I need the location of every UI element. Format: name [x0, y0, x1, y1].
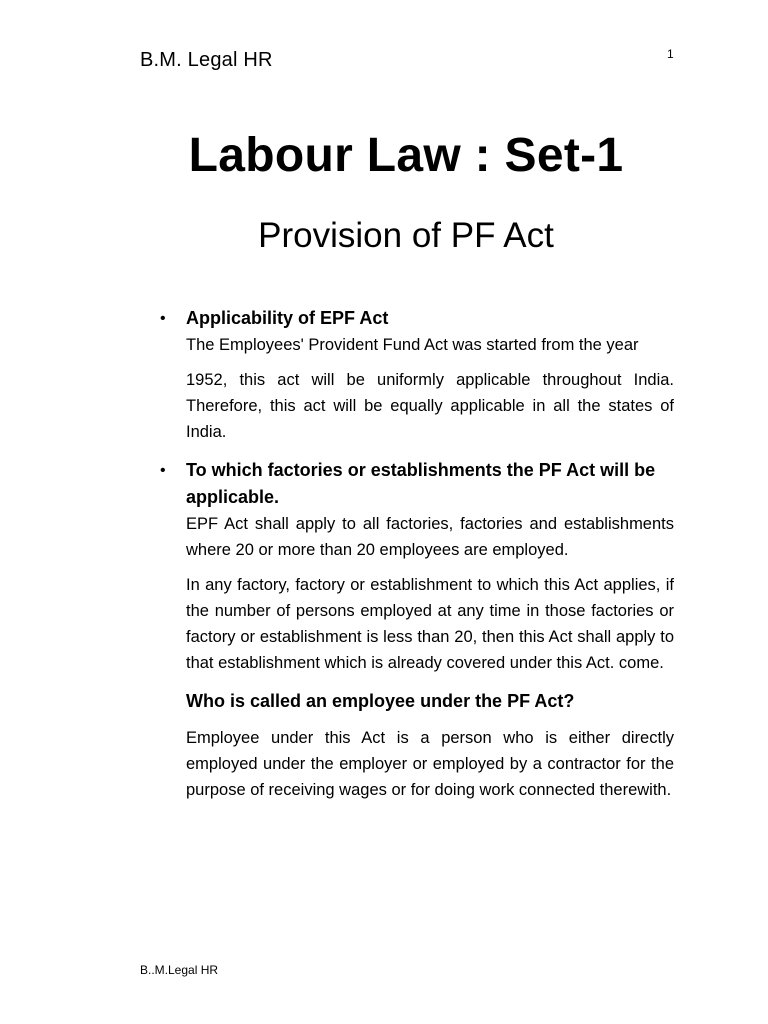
footer-brand: B..M.Legal HR: [140, 963, 219, 977]
section-heading-text: Applicability of EPF Act: [186, 308, 389, 328]
paragraph: In any factory, factory or establishment to which this Act applies, if the number of persons employed at any time in those factories or factory or establishment is less than 20, then this Act shall apply to that establishment which is already covered under this Act. come.: [186, 576, 674, 672]
header-brand: B.M. Legal HR: [140, 49, 273, 71]
document-body: [160, 305, 674, 803]
paragraph: 1952, this act will be uniformly applicable throughout India. Therefore, this act will be equally applicable in all the states of India.: [186, 371, 674, 441]
bullet-icon: •: [160, 462, 166, 479]
bullet-icon: •: [160, 310, 166, 327]
section-heading-text: To which factories or establishments the PF Act will be applicable.: [186, 460, 656, 507]
paragraph: Employee under this Act is a person who is either directly employed under the employer or employed by a contractor for the purpose of receiving wages or for doing work connected therewith.: [186, 729, 674, 799]
section-heading-employee: Who is called an employee under the PF Act?: [186, 691, 575, 711]
document-subtitle: Provision of PF Act: [258, 216, 554, 255]
section-heading-applicability: [160, 305, 674, 332]
paragraph: The Employees' Provident Fund Act was started from the year: [186, 336, 639, 354]
section-heading-factories: [160, 457, 674, 511]
paragraph: EPF Act shall apply to all factories, factories and establishments where 20 or more than 20 employees are employed.: [186, 515, 674, 559]
page-number: 1: [667, 47, 674, 61]
document-title: Labour Law : Set-1: [188, 129, 624, 182]
